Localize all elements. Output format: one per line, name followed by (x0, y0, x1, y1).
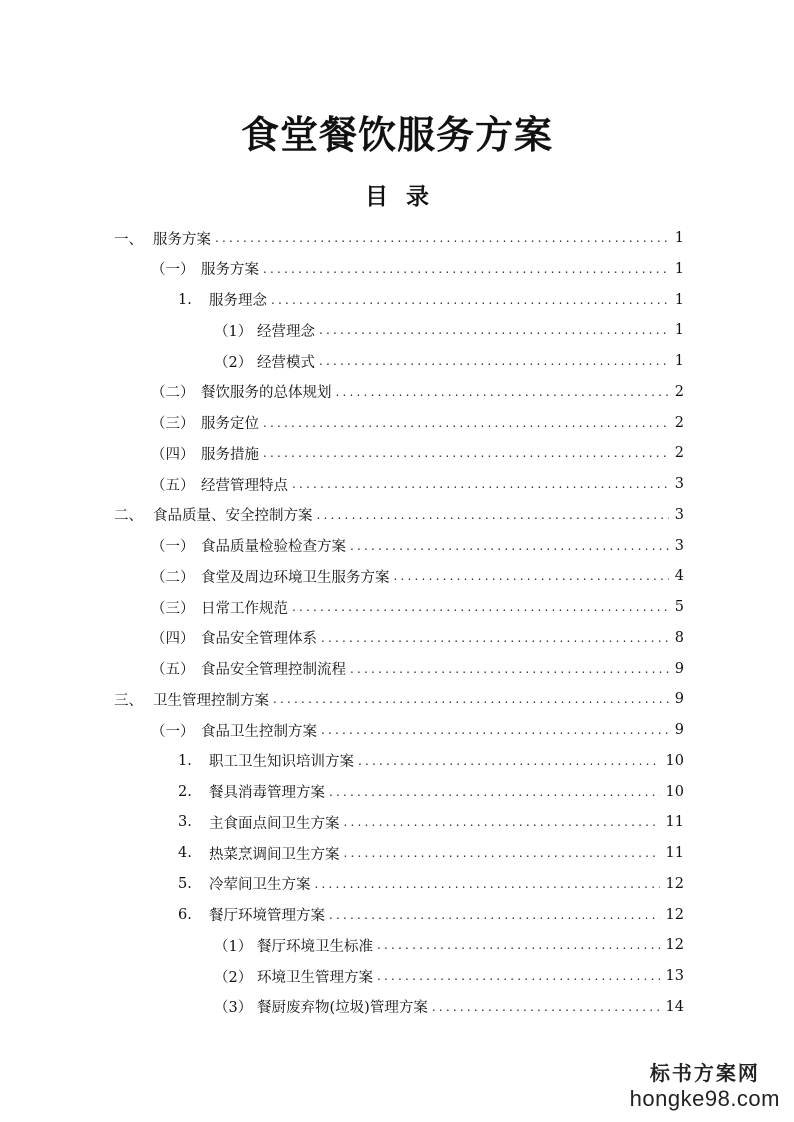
toc-entry-title: 日常工作规范 (201, 600, 288, 617)
toc-entry[interactable] (151, 564, 684, 588)
toc-entry-number: （二） (151, 385, 195, 402)
toc-entry-page: 9 (674, 691, 684, 708)
toc-dot-leader (350, 539, 669, 553)
toc-entry-page: 1 (674, 322, 684, 339)
toc-entry-number: （一） (151, 539, 195, 555)
toc-entry-title: 餐饮服务的总体规划 (201, 385, 332, 402)
toc-entry-number: （一） (151, 262, 195, 279)
toc-entry-title: 餐具消毒管理方案 (209, 785, 325, 801)
toc-entry-page: 12 (665, 906, 684, 923)
toc-entry-page: 12 (665, 937, 684, 954)
toc-dot-leader (358, 754, 660, 768)
toc-entry-page: 10 (665, 783, 684, 800)
toc-entry[interactable] (178, 872, 684, 896)
toc-dot-leader (329, 908, 660, 922)
toc-entry-page: 1 (674, 260, 684, 277)
toc-entry[interactable] (151, 534, 684, 558)
toc-entry-title: 主食面点间卫生方案 (209, 815, 340, 832)
toc-entry-number: （1） (214, 323, 253, 340)
toc-entry-page: 9 (674, 722, 684, 738)
toc-entry-number: （五） (151, 662, 195, 678)
toc-entry-page: 2 (674, 445, 684, 462)
watermark-url: hongke98.com (629, 1086, 780, 1111)
toc-dot-leader (263, 262, 669, 276)
toc-entry-number: （三） (151, 416, 195, 432)
toc-entry-page: 2 (674, 383, 684, 400)
toc-dot-leader (271, 293, 669, 307)
toc-entry-title: 餐厅环境管理方案 (209, 908, 325, 924)
toc-entry-page: 1 (674, 291, 684, 308)
toc-entry-number: （五） (151, 477, 195, 494)
toc-entry[interactable] (214, 318, 684, 342)
toc-entry-title: 服务方案 (153, 231, 211, 248)
toc-entry[interactable] (151, 441, 684, 465)
toc-entry-title: 经营管理特点 (201, 477, 288, 494)
toc-entry[interactable] (178, 780, 684, 804)
toc-entry-page: 5 (674, 599, 684, 615)
toc-entry[interactable] (151, 626, 684, 650)
toc-entry-title: 服务定位 (201, 416, 259, 432)
toc-entry-number: （2） (214, 354, 253, 371)
toc-entry-number: 5. (178, 875, 192, 892)
document-title: 食堂餐饮服务方案 (240, 112, 553, 157)
toc-entry[interactable] (214, 995, 684, 1019)
toc-entry-page: 12 (665, 875, 684, 892)
toc-dot-leader (321, 631, 669, 645)
toc-entry[interactable] (178, 749, 684, 773)
toc-entry[interactable] (114, 503, 684, 527)
toc-entry-number: 2. (178, 783, 192, 800)
toc-dot-leader (215, 231, 669, 245)
toc-entry-title: 服务理念 (209, 293, 267, 309)
toc-dot-leader (319, 354, 669, 368)
toc-dot-leader (273, 692, 669, 706)
toc-entry-title: 食品卫生控制方案 (201, 723, 317, 740)
toc-entry-title: 食堂及周边环境卫生服务方案 (201, 569, 390, 586)
toc-dot-leader (319, 323, 669, 337)
toc-entry-number: 3. (178, 814, 192, 831)
toc-entry-page: 8 (674, 629, 684, 646)
toc-entry-title: 服务方案 (201, 262, 259, 279)
toc-entry-number: 三、 (114, 692, 143, 709)
toc-entry-number: （2） (214, 969, 253, 986)
toc-entry-title: 冷荤间卫生方案 (209, 877, 311, 894)
toc-dot-leader (292, 477, 669, 491)
toc-dot-leader (336, 385, 669, 399)
toc-entry-number: 二、 (114, 508, 143, 525)
toc-entry-page: 1 (674, 353, 684, 369)
toc-entry[interactable] (114, 226, 684, 250)
toc-heading (0, 178, 794, 211)
toc-entry-page: 4 (674, 568, 684, 585)
toc-dot-leader (329, 785, 660, 799)
toc-entry-page: 9 (674, 660, 684, 677)
toc-entry[interactable] (214, 933, 684, 957)
toc-entry-number: （四） (151, 631, 195, 648)
toc-dot-leader (317, 508, 669, 522)
toc-entry[interactable] (178, 841, 684, 865)
toc-entry-title: 餐厨废弃物(垃圾)管理方案 (257, 1000, 428, 1017)
toc-entry[interactable] (151, 718, 684, 742)
toc-entry-page: 3 (674, 506, 684, 523)
toc-entry[interactable] (151, 657, 684, 681)
toc-heading-char-2: 录 (406, 183, 429, 210)
toc-entry-number: 1. (178, 752, 192, 769)
toc-entry[interactable] (214, 349, 684, 373)
toc-entry-title: 经营模式 (257, 354, 315, 371)
toc-entry-page: 3 (674, 476, 684, 492)
toc-dot-leader (292, 600, 669, 614)
toc-dot-leader (377, 938, 660, 952)
toc-entry[interactable] (214, 964, 684, 988)
toc-entry-page: 10 (665, 752, 684, 769)
toc-entry[interactable] (151, 472, 684, 496)
toc-dot-leader (350, 662, 669, 676)
toc-dot-leader (263, 446, 669, 460)
toc-entry[interactable] (178, 288, 684, 312)
toc-entry[interactable] (178, 810, 684, 834)
toc-dot-leader (432, 1000, 660, 1014)
toc-entry-title: 服务措施 (201, 446, 259, 463)
toc-entry-number: 一、 (114, 231, 143, 248)
toc-entry-page: 1 (674, 230, 684, 246)
toc-entry-title: 食品安全管理体系 (201, 631, 317, 648)
toc-entry-title: 食品质量检验检查方案 (201, 539, 346, 555)
toc-dot-leader (344, 846, 660, 860)
toc-entry-page: 14 (665, 998, 684, 1015)
toc-entry-title: 食品质量、安全控制方案 (153, 508, 313, 525)
toc-entry-title: 职工卫生知识培训方案 (209, 754, 354, 771)
toc-entry-number: （二） (151, 569, 195, 586)
toc-heading-char-1: 目 (365, 183, 388, 210)
toc-entry[interactable] (114, 687, 684, 711)
toc-dot-leader (344, 815, 660, 829)
toc-entry-number: 1. (178, 291, 192, 308)
toc-dot-leader (394, 569, 669, 583)
toc-entry-number: （一） (151, 723, 195, 740)
toc-entry-title: 热菜烹调间卫生方案 (209, 846, 340, 863)
toc-entry-number: （3） (214, 1000, 253, 1017)
toc-entry[interactable] (151, 257, 684, 281)
toc-entry-title: 环境卫生管理方案 (257, 969, 373, 986)
toc-entry[interactable] (178, 903, 684, 927)
toc-entry-page: 2 (674, 414, 684, 431)
toc-dot-leader (377, 969, 660, 983)
watermark (630, 1057, 780, 1112)
toc-entry-number: 4. (178, 845, 192, 861)
toc-entry-page: 13 (665, 968, 684, 984)
toc-entry-page: 3 (674, 537, 684, 554)
toc-entry[interactable] (151, 380, 684, 404)
toc-entry[interactable] (151, 411, 684, 435)
toc-entry-title: 卫生管理控制方案 (153, 692, 269, 709)
toc-entry-number: （三） (151, 600, 195, 617)
toc-entry-page: 11 (665, 845, 684, 861)
toc-entry[interactable] (151, 595, 684, 619)
watermark-name: 标书方案网 (649, 1061, 760, 1085)
toc-entry-title: 食品安全管理控制流程 (201, 662, 346, 678)
toc-entry-number: （1） (214, 938, 253, 955)
toc-dot-leader (263, 416, 669, 430)
toc-entry-number: 6. (178, 906, 192, 923)
toc-entry-title: 餐厅环境卫生标准 (257, 938, 373, 955)
toc-entry-page: 11 (665, 814, 684, 831)
toc-entry-number: （四） (151, 446, 195, 463)
toc-entry-title: 经营理念 (257, 323, 315, 340)
toc-dot-leader (321, 723, 669, 737)
toc-dot-leader (315, 877, 660, 891)
